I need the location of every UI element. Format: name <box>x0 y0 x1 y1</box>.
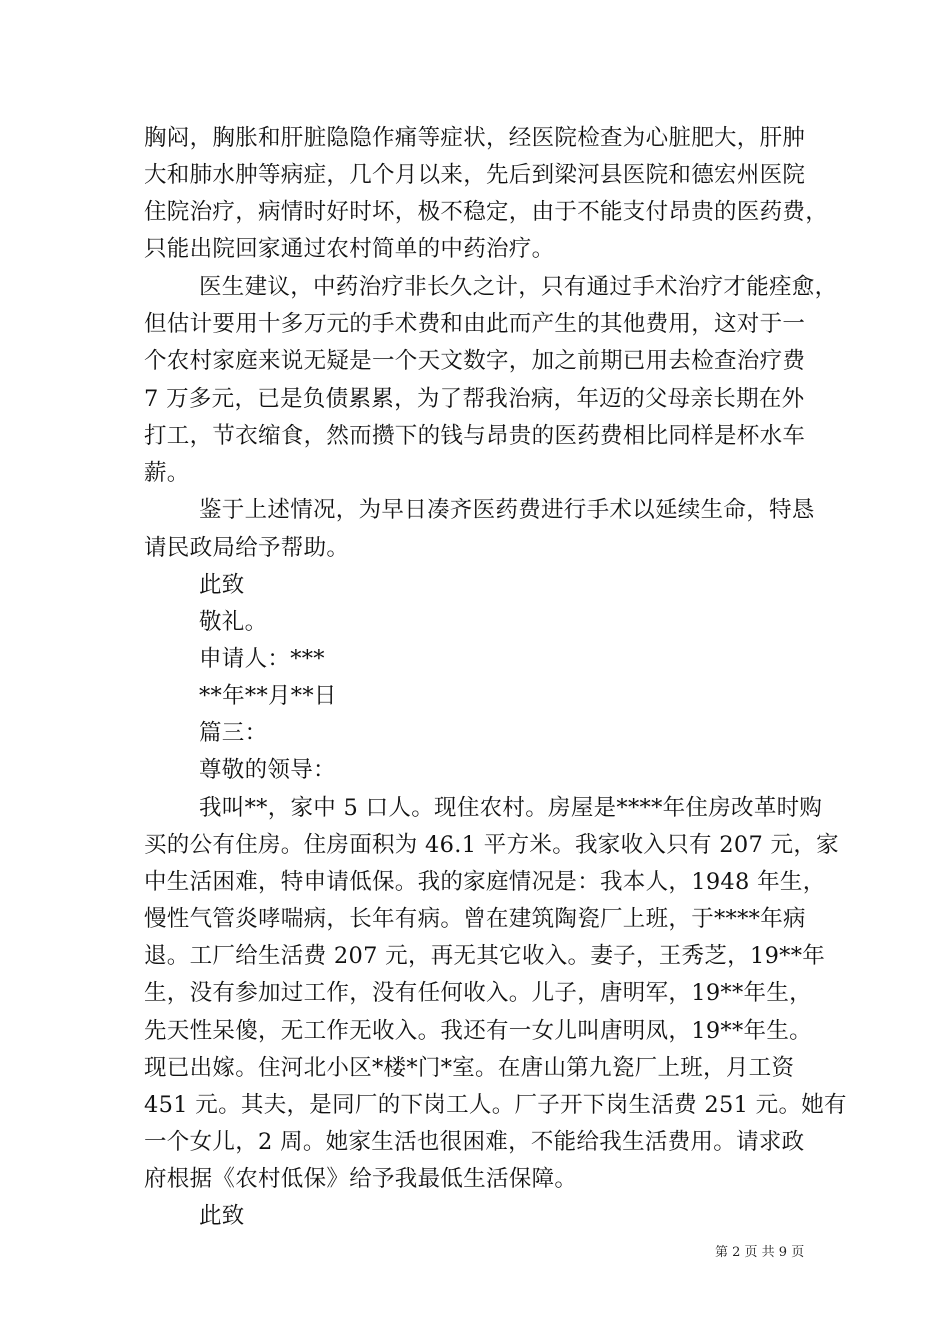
text-line: 退。工厂给生活费 207 元，再无其它收入。妻子，王秀芝，19**年 <box>144 943 826 969</box>
text-line: 胸闷，胸胀和肝脏隐隐作痛等症状，经医院检查为心脏肥大，肝肿 <box>144 125 806 151</box>
text-line: 只能出院回家通过农村简单的中药治疗。 <box>144 236 555 262</box>
greeting-line: 尊敬的领导： <box>199 757 336 783</box>
text-line: 生，没有参加过工作，没有任何收入。儿子，唐明军，19**年生， <box>144 980 812 1006</box>
paragraph-start-line: 医生建议，中药治疗非长久之计，只有通过手术治疗才能痊愈， <box>199 274 838 300</box>
text-line: 中生活困难，特申请低保。我的家庭情况是：我本人，1948 年生， <box>144 869 826 895</box>
paragraph-start-line: 我叫**，家中 5 口人。现住农村。房屋是****年住房改革时购 <box>199 795 823 821</box>
text-line: 个农村家庭来说无疑是一个天文数字，加之前期已用去检查治疗费 <box>144 348 806 374</box>
text-line: 薪。 <box>144 460 190 486</box>
text-line: 7 万多元，已是负债累累，为了帮我治病，年迈的父母亲长期在外 <box>144 386 805 412</box>
text-line: 451 元。其夫，是同厂的下岗工人。厂子开下岗生活费 251 元。她有 <box>144 1092 847 1118</box>
text-line: 但估计要用十多万元的手术费和由此而产生的其他费用，这对于一 <box>144 311 806 337</box>
paragraph-start-line: 鉴于上述情况，为早日凑齐医药费进行手术以延续生命，特恳 <box>199 497 815 523</box>
text-line: 现已出嫁。住河北小区*楼*门*室。在唐山第九瓷厂上班，月工资 <box>144 1055 795 1081</box>
applicant-line: 申请人：*** <box>199 646 325 672</box>
section-heading: 篇三： <box>199 720 268 746</box>
text-line: 先天性呆傻，无工作无收入。我还有一女儿叫唐明凤，19**年生。 <box>144 1018 812 1044</box>
text-line: 慢性气管炎哮喘病，长年有病。曾在建筑陶瓷厂上班，于****年病 <box>144 906 806 932</box>
text-line: 一个女儿，2 周。她家生活也很困难，不能给我生活费用。请求政 <box>144 1129 805 1155</box>
closing-line: 此致 <box>199 1203 245 1229</box>
closing-line: 此致 <box>199 572 245 598</box>
text-line: 请民政局给予帮助。 <box>144 535 350 561</box>
page-number-footer: 第 2 页 共 9 页 <box>715 1245 805 1260</box>
text-line: 府根据《农村低保》给予我最低生活保障。 <box>144 1166 578 1192</box>
salutation-line: 敬礼。 <box>199 609 268 635</box>
text-line: 买的公有住房。住房面积为 46.1 平方米。我家收入只有 207 元，家 <box>144 832 839 858</box>
text-line: 住院治疗，病情时好时坏，极不稳定，由于不能支付昂贵的医药费， <box>144 199 829 225</box>
text-line: 打工，节衣缩食，然而攒下的钱与昂贵的医药费相比同样是杯水车 <box>144 423 806 449</box>
text-line: 大和肺水肿等病症，几个月以来，先后到梁河县医院和德宏州医院 <box>144 162 806 188</box>
date-line: **年**月**日 <box>199 683 337 709</box>
